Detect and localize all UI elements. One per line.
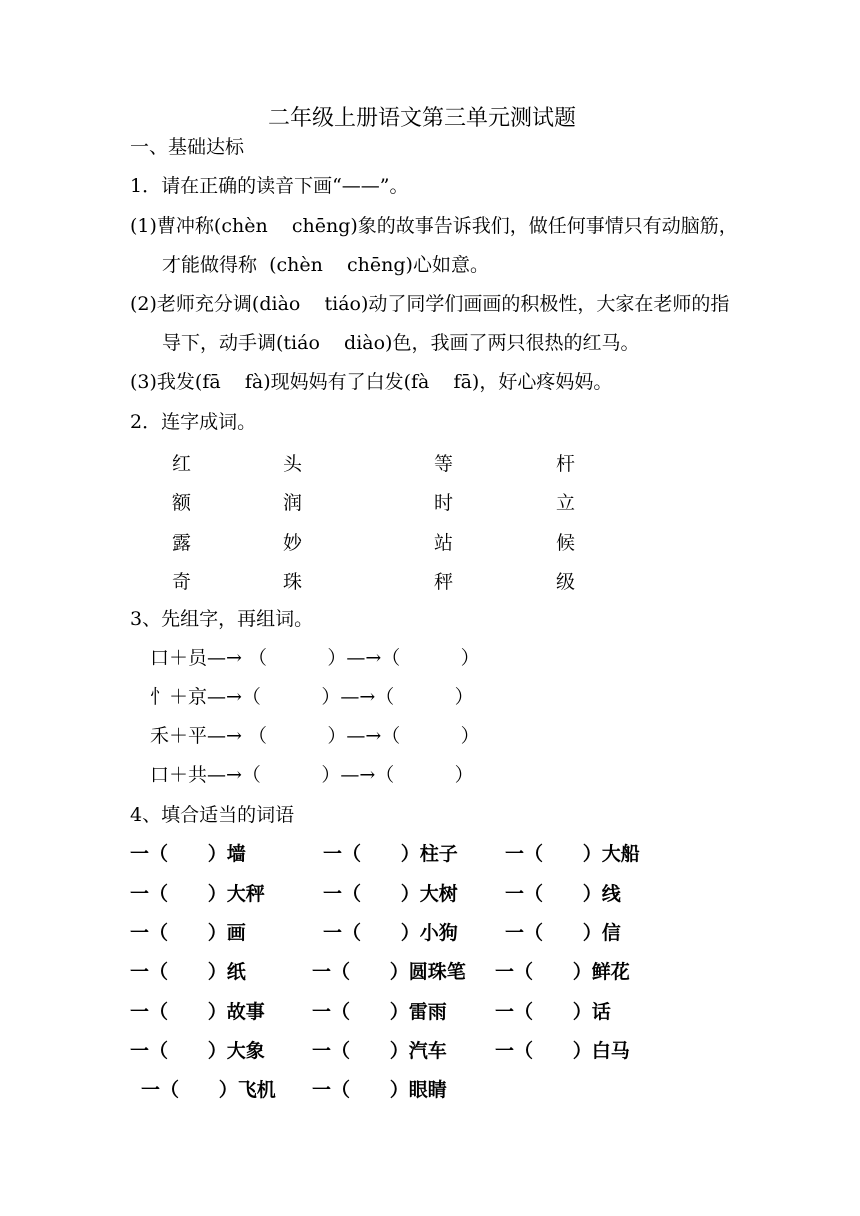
question-1-item: (2)老师充分调(diào tiáo)动了同学们画画的积极性，大家在老师的指	[130, 293, 730, 315]
measure-word-item: 一（ ）鲜花	[495, 961, 630, 983]
measure-word-item: 一（ ）眼睛	[312, 1079, 447, 1101]
match-char: 露	[172, 532, 192, 554]
measure-word-item: 一（ ）白马	[495, 1040, 630, 1062]
match-char: 级	[556, 571, 576, 593]
measure-word-item: 一（ ）话	[495, 1001, 611, 1023]
question-1-prompt: 1．请在正确的读音下画“——”。	[130, 175, 409, 197]
match-char: 时	[434, 492, 454, 514]
question-1-item: (1)曹冲称(chèn chēng)象的故事告诉我们，做任何事情只有动脑筋，	[130, 215, 738, 237]
match-char: 珠	[283, 571, 303, 593]
compose-row: 忄＋京—→（ ）—→（ ）	[150, 686, 474, 708]
measure-word-item: 一（ ）信	[505, 922, 621, 944]
match-char: 润	[283, 492, 303, 514]
measure-word-item: 一（ ）大船	[505, 843, 640, 865]
question-1-item: 才能做得称 (chèn chēng)心如意。	[162, 254, 489, 276]
section-heading: 一、基础达标	[130, 136, 245, 158]
question-2-prompt: 2．连字成词。	[130, 411, 257, 433]
measure-word-item: 一（ ）大象	[130, 1040, 265, 1062]
measure-word-item: 一（ ）纸	[130, 961, 246, 983]
match-char: 奇	[172, 571, 192, 593]
measure-word-item: 一（ ）圆珠笔	[312, 961, 466, 983]
match-char: 额	[172, 492, 192, 514]
match-char: 等	[434, 453, 454, 475]
measure-word-item: 一（ ）汽车	[312, 1040, 447, 1062]
measure-word-item: 一（ ）故事	[130, 1001, 265, 1023]
measure-word-item: 一（ ）墙	[130, 843, 246, 865]
question-1-item: 导下，动手调(tiáo diào)色，我画了两只很热的红马。	[162, 332, 640, 354]
match-char: 候	[556, 532, 576, 554]
compose-row: 禾＋平—→ （ ）—→（ ）	[150, 725, 480, 747]
question-3-prompt: 3、先组字，再组词。	[130, 608, 314, 630]
match-char: 站	[434, 532, 454, 554]
measure-word-item: 一（ ）线	[505, 883, 621, 905]
match-char: 秤	[434, 571, 454, 593]
match-char: 红	[172, 453, 192, 475]
measure-word-item: 一（ ）柱子	[323, 843, 458, 865]
compose-row: 口＋共—→（ ）—→（ ）	[150, 764, 474, 786]
measure-word-item: 一（ ）飞机	[141, 1079, 276, 1101]
measure-word-item: 一（ ）大树	[323, 883, 458, 905]
match-char: 头	[283, 453, 303, 475]
measure-word-item: 一（ ）画	[130, 922, 246, 944]
compose-row: 口＋员—→ （ ）—→（ ）	[150, 647, 480, 669]
question-1-item: (3)我发(fā fà)现妈妈有了白发(fà fā)，好心疼妈妈。	[130, 371, 613, 393]
match-char: 立	[556, 492, 576, 514]
measure-word-item: 一（ ）大秤	[130, 883, 265, 905]
page-title: 二年级上册语文第三单元测试题	[268, 106, 577, 131]
measure-word-item: 一（ ）雷雨	[312, 1001, 447, 1023]
question-4-prompt: 4、填合适当的词语	[130, 804, 295, 826]
match-char: 妙	[283, 532, 303, 554]
measure-word-item: 一（ ）小狗	[323, 922, 458, 944]
match-char: 杆	[556, 453, 576, 475]
